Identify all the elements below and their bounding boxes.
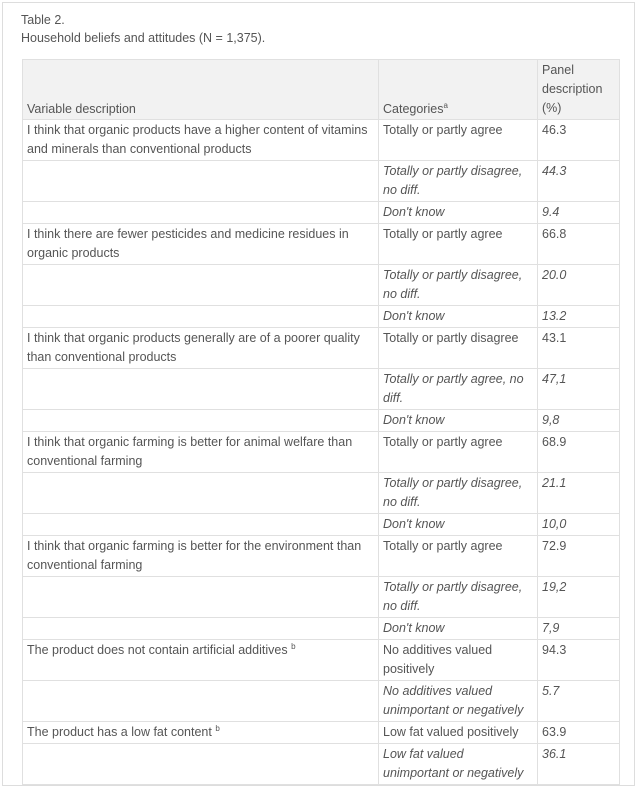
variable-description-cell — [23, 410, 379, 432]
variable-description-text: I think there are fewer pesticides and medicine residues in organic products — [27, 227, 349, 260]
category-cell: Totally or partly disagree, no diff. — [379, 265, 538, 306]
table-row — [23, 536, 620, 577]
table-row — [23, 306, 620, 328]
panel-value-cell: 5.7 — [538, 681, 620, 722]
variable-description-cell — [23, 369, 379, 410]
category-cell: Totally or partly disagree, no diff. — [379, 577, 538, 618]
panel-value-cell: 94.3 — [538, 640, 620, 681]
table-row — [23, 722, 620, 744]
panel-value-cell: 47,1 — [538, 369, 620, 410]
table-row — [23, 202, 620, 224]
panel-value-cell: 9,8 — [538, 410, 620, 432]
panel-value-cell: 46.3 — [538, 120, 620, 161]
panel-value-cell: 21.1 — [538, 473, 620, 514]
variable-description-text: I think that organic products have a higher content of vitamins and minerals than conventional products — [27, 123, 368, 156]
variable-description-cell — [23, 202, 379, 224]
category-cell: Don't know — [379, 618, 538, 640]
table-row — [23, 410, 620, 432]
variable-description-cell — [23, 328, 379, 369]
category-cell: Totally or partly agree — [379, 120, 538, 161]
category-cell: Totally or partly agree, no diff. — [379, 369, 538, 410]
variable-description-text: I think that organic products generally are of a poorer quality than conventional products — [27, 331, 360, 364]
category-cell: Don't know — [379, 514, 538, 536]
variable-description-cell — [23, 577, 379, 618]
variable-description-cell — [23, 722, 379, 744]
variable-description-text: I think that organic farming is better for animal welfare than conventional farming — [27, 435, 353, 468]
category-cell: Totally or partly disagree, no diff. — [379, 161, 538, 202]
category-cell: Totally or partly agree — [379, 224, 538, 265]
table-row — [23, 514, 620, 536]
table-row — [23, 328, 620, 369]
category-cell: Totally or partly agree — [379, 536, 538, 577]
panel-value-cell: 19,2 — [538, 577, 620, 618]
table-row — [23, 744, 620, 785]
panel-value-cell: 9.4 — [538, 202, 620, 224]
table-row — [23, 369, 620, 410]
variable-description-cell — [23, 306, 379, 328]
header-panel-description: Panel description (%) — [538, 60, 620, 120]
category-cell: Don't know — [379, 306, 538, 328]
variable-description-cell — [23, 514, 379, 536]
table-row — [23, 473, 620, 514]
panel-value-cell: 13.2 — [538, 306, 620, 328]
panel-value-cell: 72.9 — [538, 536, 620, 577]
table-title: Household beliefs and attitudes (N = 1,375). — [21, 31, 266, 45]
variable-description-cell — [23, 640, 379, 681]
table-row — [23, 640, 620, 681]
table-label: Table 2. — [21, 13, 65, 27]
beliefs-table — [22, 59, 620, 785]
table-row — [23, 618, 620, 640]
category-cell: Totally or partly disagree, no diff. — [379, 473, 538, 514]
table-row — [23, 577, 620, 618]
category-cell: No additives valued unimportant or negatively — [379, 681, 538, 722]
category-cell: No additives valued positively — [379, 640, 538, 681]
panel-value-cell: 68.9 — [538, 432, 620, 473]
category-cell: Totally or partly disagree — [379, 328, 538, 369]
variable-description-cell — [23, 432, 379, 473]
footnote-marker: b — [291, 641, 296, 651]
table-row — [23, 432, 620, 473]
table-row — [23, 161, 620, 202]
variable-description-cell — [23, 536, 379, 577]
variable-description-cell — [23, 681, 379, 722]
panel-value-cell: 36.1 — [538, 744, 620, 785]
variable-description-text: I think that organic farming is better for the environment than conventional farming — [27, 539, 362, 572]
table-row — [23, 265, 620, 306]
panel-value-cell: 63.9 — [538, 722, 620, 744]
category-cell: Low fat valued unimportant or negatively — [379, 744, 538, 785]
table-header-row — [23, 60, 620, 120]
variable-description-cell — [23, 473, 379, 514]
panel-value-cell: 44.3 — [538, 161, 620, 202]
table-row — [23, 681, 620, 722]
panel-value-cell: 20.0 — [538, 265, 620, 306]
variable-description-cell — [23, 618, 379, 640]
variable-description-cell — [23, 161, 379, 202]
variable-description-cell — [23, 120, 379, 161]
header-categories: Categories$^a$ — [379, 60, 538, 120]
variable-description-text: The product has a low fat content — [27, 725, 212, 739]
variable-description-text: The product does not contain artificial additives — [27, 643, 288, 657]
footnote-marker: a — [443, 100, 448, 110]
variable-description-cell — [23, 744, 379, 785]
category-cell: Totally or partly agree — [379, 432, 538, 473]
variable-description-cell — [23, 265, 379, 306]
header-variable-description: Variable description — [23, 60, 379, 120]
panel-value-cell: 10,0 — [538, 514, 620, 536]
table-row — [23, 224, 620, 265]
panel-value-cell: 43.1 — [538, 328, 620, 369]
panel-value-cell: 66.8 — [538, 224, 620, 265]
footnote-marker: b — [215, 723, 220, 733]
category-cell: Don't know — [379, 202, 538, 224]
variable-description-cell — [23, 224, 379, 265]
panel-value-cell: 7,9 — [538, 618, 620, 640]
category-cell: Low fat valued positively — [379, 722, 538, 744]
table-caption — [21, 11, 265, 47]
table-row — [23, 120, 620, 161]
category-cell: Don't know — [379, 410, 538, 432]
